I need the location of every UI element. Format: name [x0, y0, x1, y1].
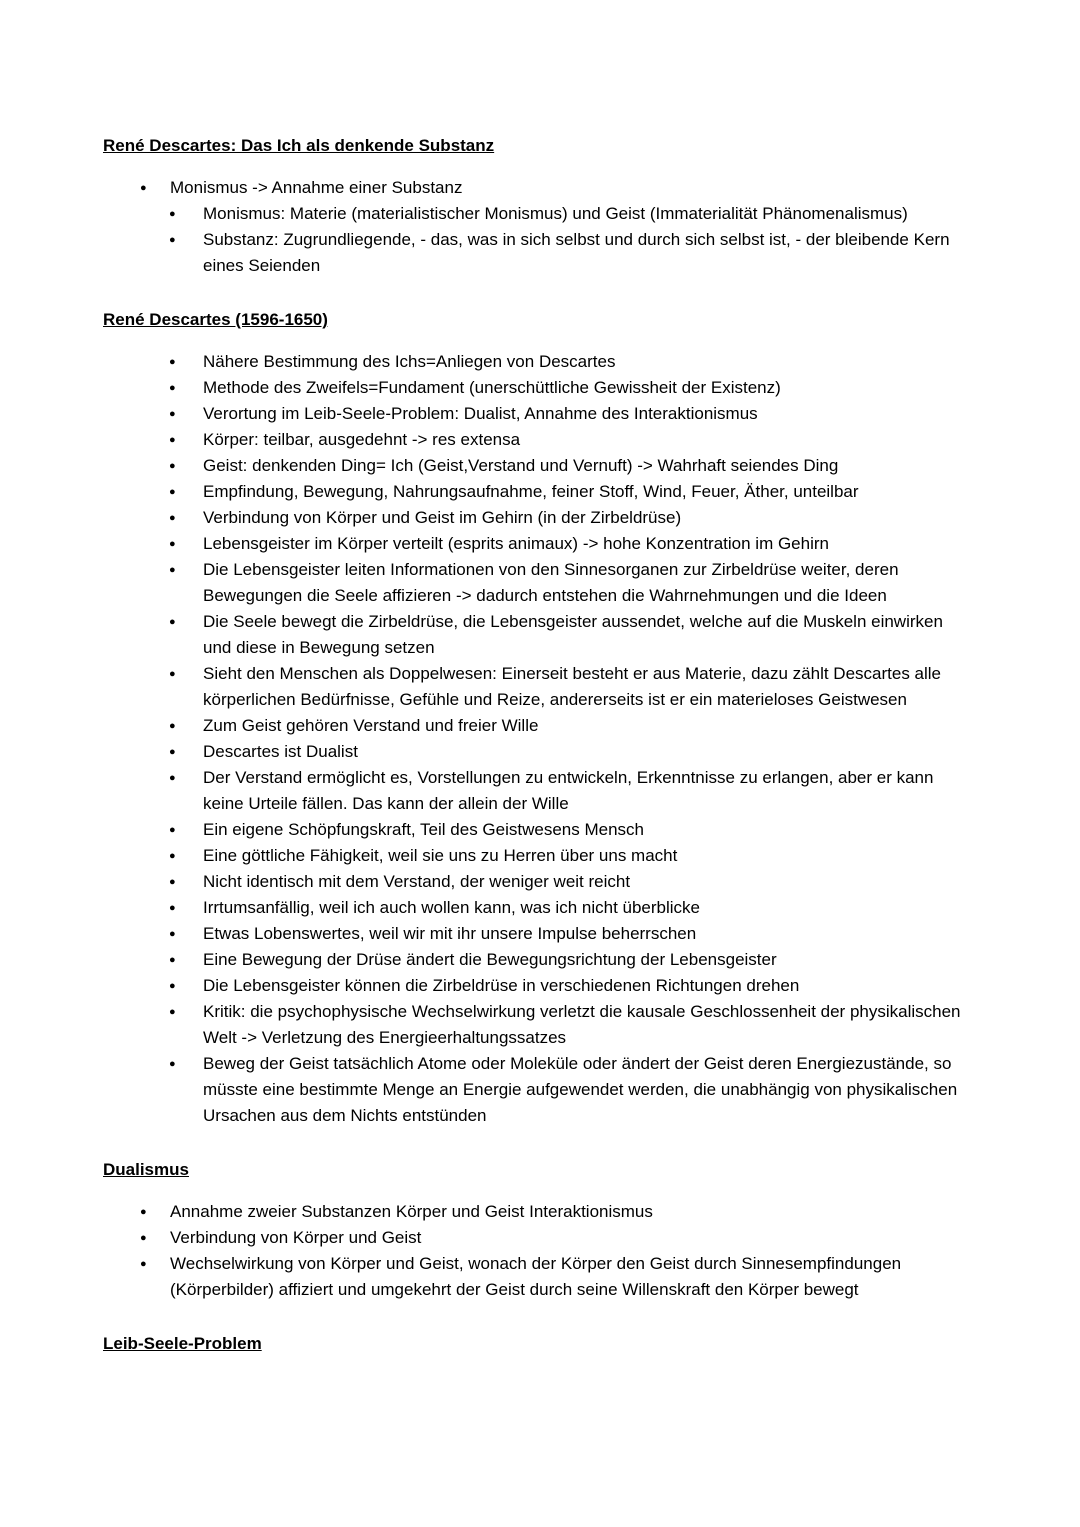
- bullet-list: [103, 175, 976, 279]
- list-item: ● Wechselwirkung von Körper und Geist, wonach der Körper den Geist durch Sinnesempfindungen (Körperbilder) affiziert und umgekehrt der Geist durch seine Willenskraft den Körper bewegt: [103, 1251, 976, 1303]
- bullet-list: [103, 349, 976, 1129]
- list-item: ● Verbindung von Körper und Geist im Gehirn (in der Zirbeldrüse): [103, 505, 976, 531]
- list-item: ● Sieht den Menschen als Doppelwesen: Einerseit besteht er aus Materie, dazu zählt Descartes alle körperlichen Bedürfnisse, Gefühle und Reize, andererseits ist er ein materieloses Geistwesen: [103, 661, 976, 713]
- list-item: ● Verbindung von Körper und Geist: [103, 1225, 976, 1251]
- list-item: ● Irrtumsanfällig, weil ich auch wollen kann, was ich nicht überblicke: [103, 895, 976, 921]
- list-item: ● Beweg der Geist tatsächlich Atome oder Moleküle oder ändert der Geist deren Energiezustände, so müsste eine bestimmte Menge an Energie aufgewendet werden, die unabhängig von physikalischen Ursachen aus dem Nichts entstünden: [103, 1051, 976, 1129]
- list-item: ● Geist: denkenden Ding= Ich (Geist,Verstand und Vernuft) -> Wahrhaft seiendes Ding: [103, 453, 976, 479]
- list-item: ● Annahme zweier Substanzen Körper und Geist Interaktionismus: [103, 1199, 976, 1225]
- list-item: ● Substanz: Zugrundliegende, - das, was in sich selbst und durch sich selbst ist, - der bleibende Kern eines Seienden: [103, 227, 976, 279]
- list-item: ● Die Lebensgeister leiten Informationen von den Sinnesorganen zur Zirbeldrüse weiter, deren Bewegungen die Seele affizieren -> dadurch entstehen die Wahrnehmungen und die Ideen: [103, 557, 976, 609]
- list-item: ● Etwas Lobenswertes, weil wir mit ihr unsere Impulse beherrschen: [103, 921, 976, 947]
- document-content: [103, 133, 976, 1357]
- list-item: ● Körper: teilbar, ausgedehnt -> res extensa: [103, 427, 976, 453]
- list-item: ● Empfindung, Bewegung, Nahrungsaufnahme, feiner Stoff, Wind, Feuer, Äther, unteilbar: [103, 479, 976, 505]
- list-item: ● Der Verstand ermöglicht es, Vorstellungen zu entwickeln, Erkenntnisse zu erlangen, aber er kann keine Urteile fällen. Das kann der allein der Wille: [103, 765, 976, 817]
- list-item: ● Die Seele bewegt die Zirbeldrüse, die Lebensgeister aussendet, welche auf die Muskeln einwirken und diese in Bewegung setzen: [103, 609, 976, 661]
- list-item: ● Methode des Zweifels=Fundament (unerschüttliche Gewissheit der Existenz): [103, 375, 976, 401]
- section-heading: Leib-Seele-Problem: [103, 1334, 262, 1353]
- list-item: ● Nähere Bestimmung des Ichs=Anliegen von Descartes: [103, 349, 976, 375]
- section-heading: René Descartes: Das Ich als denkende Substanz: [103, 136, 495, 155]
- list-item: ● Die Lebensgeister können die Zirbeldrüse in verschiedenen Richtungen drehen: [103, 973, 976, 999]
- bullet-list: [103, 1199, 976, 1303]
- list-item: ● Kritik: die psychophysische Wechselwirkung verletzt die kausale Geschlossenheit der physikalischen Welt -> Verletzung des Energieerhaltungssatzes: [103, 999, 976, 1051]
- list-item: ● Ein eigene Schöpfungskraft, Teil des Geistwesens Mensch: [103, 817, 976, 843]
- section-heading: Dualismus: [103, 1160, 189, 1179]
- list-item: ● Eine göttliche Fähigkeit, weil sie uns zu Herren über uns macht: [103, 843, 976, 869]
- list-item: ● Nicht identisch mit dem Verstand, der weniger weit reicht: [103, 869, 976, 895]
- list-item: ● Zum Geist gehören Verstand und freier Wille: [103, 713, 976, 739]
- list-item: ● Eine Bewegung der Drüse ändert die Bewegungsrichtung der Lebensgeister: [103, 947, 976, 973]
- list-item: ● Descartes ist Dualist: [103, 739, 976, 765]
- list-item: ● Monismus: Materie (materialistischer Monismus) und Geist (Immaterialität Phänomenalismus): [103, 201, 976, 227]
- list-item: ● Verortung im Leib-Seele-Problem: Dualist, Annahme des Interaktionismus: [103, 401, 976, 427]
- list-item: ● Monismus -> Annahme einer Substanz: [103, 175, 976, 201]
- list-item: ● Lebensgeister im Körper verteilt (esprits animaux) -> hohe Konzentration im Gehirn: [103, 531, 976, 557]
- section-heading: René Descartes (1596-1650): [103, 310, 328, 329]
